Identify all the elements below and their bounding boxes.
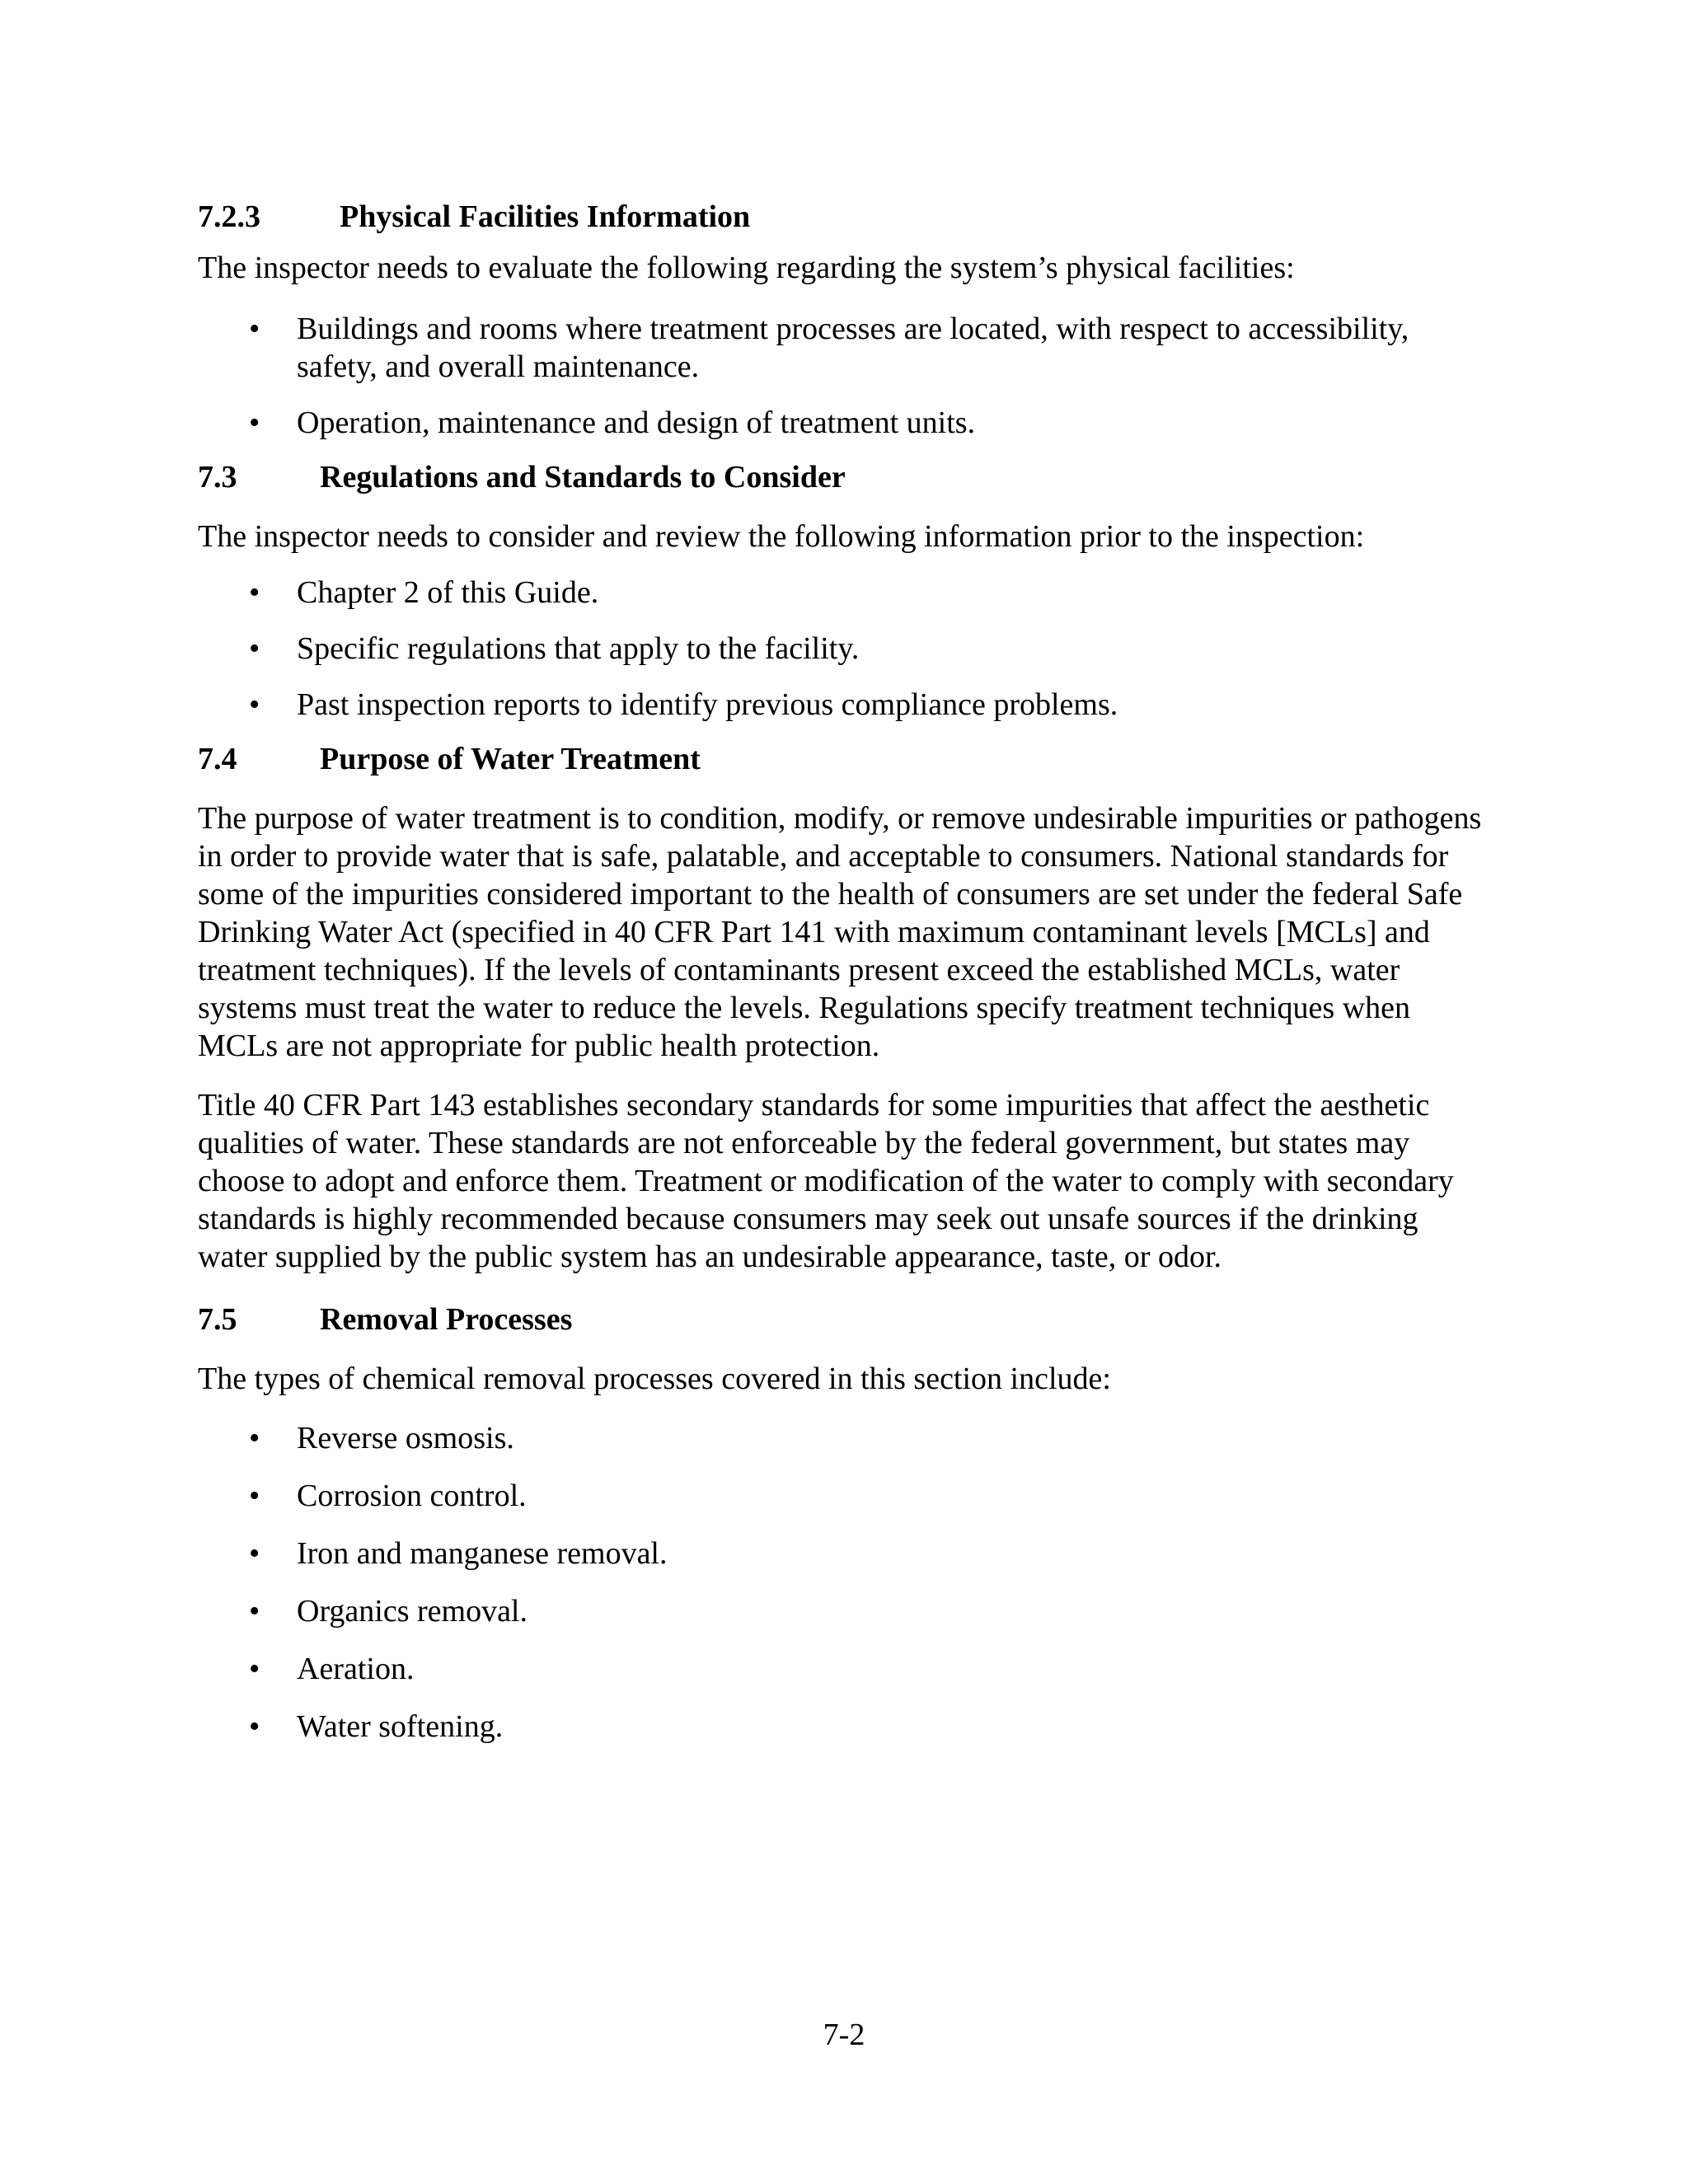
section-number: 7.5 — [198, 1302, 237, 1337]
section-number: 7.4 — [198, 742, 237, 776]
section-title: Regulations and Standards to Consider — [320, 460, 846, 494]
page-number: 7-2 — [823, 2018, 865, 2052]
section-heading-7-4 — [198, 740, 1492, 778]
bullet-icon: • — [249, 405, 260, 440]
section-title: Physical Facilities Information — [340, 199, 751, 234]
list-item — [198, 404, 1492, 442]
list-item-text: Water softening. — [297, 1709, 504, 1744]
list-item-text: Buildings and rooms where treatment processes are located, with respect to accessibility, safety, and overall maintenance. — [297, 312, 1409, 384]
section-intro: The inspector needs to evaluate the following regarding the system’s physical facilities: — [198, 251, 1295, 285]
section-intro: The inspector needs to consider and review the following information prior to the inspection: — [198, 519, 1365, 554]
list-item — [198, 1477, 1492, 1515]
section-heading-7-5 — [198, 1301, 1492, 1338]
section-heading-7-2-3 — [198, 198, 1492, 236]
list-item-text: Iron and manganese removal. — [297, 1536, 668, 1571]
list-item — [198, 686, 1492, 724]
list-item-text: Corrosion control. — [297, 1479, 527, 1513]
bullet-list — [198, 574, 1492, 724]
list-item-text: Aeration. — [297, 1652, 415, 1686]
list-item-text: Reverse osmosis. — [297, 1421, 514, 1455]
bullet-list — [198, 310, 1492, 442]
list-item-text: Past inspection reports to identify previous compliance problems. — [297, 687, 1118, 722]
list-item — [198, 310, 1492, 386]
bullet-icon: • — [249, 575, 260, 610]
bullet-icon: • — [249, 1421, 260, 1455]
bullet-icon: • — [249, 1479, 260, 1513]
list-item-text: Chapter 2 of this Guide. — [297, 575, 599, 610]
bullet-icon: • — [249, 631, 260, 666]
bullet-icon: • — [249, 1536, 260, 1571]
page-content — [198, 198, 1492, 1746]
section-heading-7-3 — [198, 458, 1492, 496]
list-item-text: Operation, maintenance and design of treatment units. — [297, 405, 976, 440]
list-item — [198, 1592, 1492, 1630]
section-number: 7.2.3 — [198, 199, 260, 234]
list-item — [198, 574, 1492, 612]
list-item-text: Organics removal. — [297, 1594, 528, 1629]
bullet-list — [198, 1419, 1492, 1746]
list-item-text: Specific regulations that apply to the facility. — [297, 631, 860, 666]
bullet-icon: • — [249, 687, 260, 722]
body-paragraph: The purpose of water treatment is to condition, modify, or remove undesirable impurities or pathogens in order to provide water that is safe, palatable, and acceptable to consumers. National standards for some of the impurities considered important to the health of consumers are set under the federal Safe Drinking Water Act (specified in 40 CFR Part 141 with maximum contaminant levels [MCLs] and treatment techniques). If the levels of contaminants present exceed the established MCLs, water systems must treat the water to reduce the levels. Regulations specify treatment techniques when MCLs are not appropriate for public health protection. — [198, 801, 1482, 1063]
list-item — [198, 1535, 1492, 1572]
list-item — [198, 630, 1492, 668]
bullet-icon: • — [249, 1594, 260, 1629]
section-title: Purpose of Water Treatment — [320, 742, 701, 776]
list-item — [198, 1708, 1492, 1746]
section-intro: The types of chemical removal processes covered in this section include: — [198, 1361, 1111, 1396]
list-item — [198, 1650, 1492, 1688]
bullet-icon: • — [249, 1709, 260, 1744]
bullet-icon: • — [249, 1652, 260, 1686]
section-number: 7.3 — [198, 460, 237, 494]
bullet-icon: • — [249, 312, 260, 346]
section-title: Removal Processes — [320, 1302, 573, 1337]
list-item — [198, 1419, 1492, 1457]
body-paragraph: Title 40 CFR Part 143 establishes secondary standards for some impurities that affect the aesthetic qualities of water. These standards are not enforceable by the federal government, but states may choose to adopt and enforce them. Treatment or modification of the water to comply with secondary standards is highly recommended because consumers may seek out unsafe sources if the drinking water supplied by the public system has an undesirable appearance, taste, or odor. — [198, 1088, 1454, 1274]
